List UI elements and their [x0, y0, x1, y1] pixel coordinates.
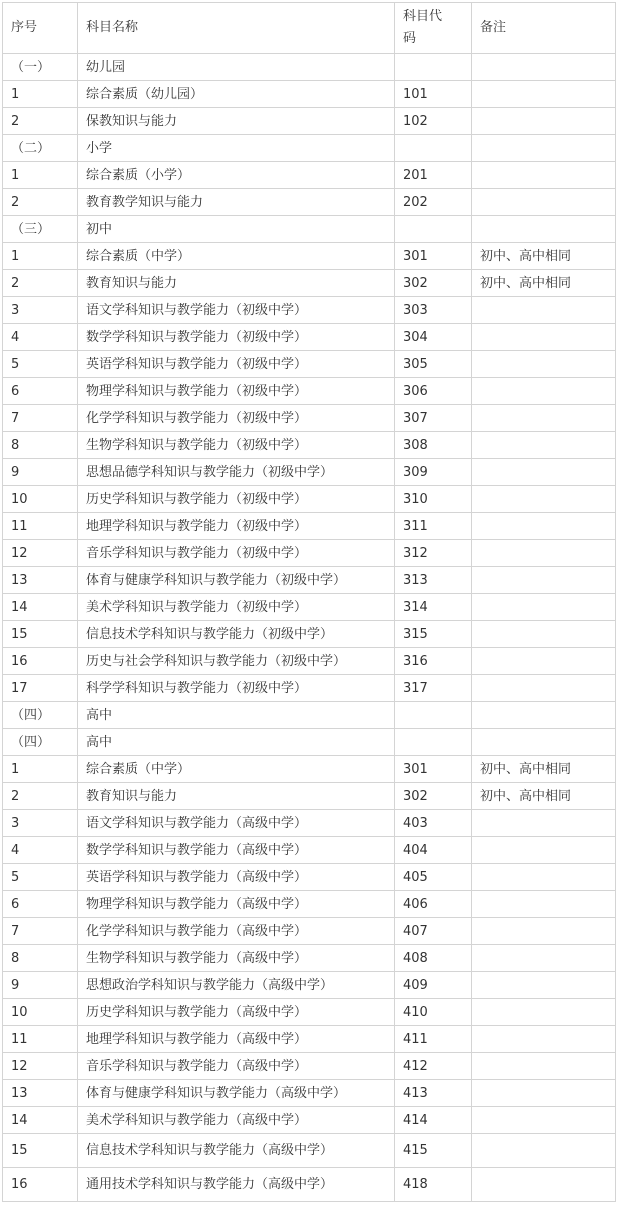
cell-code: 314 [395, 594, 472, 621]
header-code [395, 3, 472, 54]
cell-name: 高中 [78, 729, 395, 756]
cell-note [472, 1168, 616, 1202]
cell-note [472, 405, 616, 432]
cell-name: 综合素质（幼儿园） [78, 81, 395, 108]
cell-name: 小学 [78, 135, 395, 162]
cell-name: 美术学科知识与教学能力（初级中学） [78, 594, 395, 621]
cell-code: 101 [395, 81, 472, 108]
cell-code [395, 729, 472, 756]
cell-index: 8 [3, 945, 78, 972]
cell-name: 教育知识与能力 [78, 270, 395, 297]
cell-name: 物理学科知识与教学能力（初级中学） [78, 378, 395, 405]
cell-name: 音乐学科知识与教学能力（高级中学） [78, 1053, 395, 1080]
cell-code: 316 [395, 648, 472, 675]
cell-code: 301 [395, 243, 472, 270]
cell-note [472, 324, 616, 351]
cell-index: 2 [3, 108, 78, 135]
cell-note [472, 540, 616, 567]
cell-code: 306 [395, 378, 472, 405]
table-row [3, 405, 616, 432]
cell-note [472, 1026, 616, 1053]
cell-name: 语文学科知识与教学能力（初级中学） [78, 297, 395, 324]
cell-code: 414 [395, 1107, 472, 1134]
cell-code [395, 54, 472, 81]
cell-name: 高中 [78, 702, 395, 729]
cell-note [472, 297, 616, 324]
table-row [3, 459, 616, 486]
cell-note [472, 1080, 616, 1107]
cell-name: 英语学科知识与教学能力（初级中学） [78, 351, 395, 378]
cell-code: 309 [395, 459, 472, 486]
table-row [3, 216, 616, 243]
cell-name: 综合素质（中学） [78, 243, 395, 270]
cell-index: 12 [3, 1053, 78, 1080]
cell-note [472, 594, 616, 621]
cell-code: 408 [395, 945, 472, 972]
table-body [3, 54, 616, 1202]
cell-code [395, 702, 472, 729]
cell-note [472, 648, 616, 675]
cell-index: 14 [3, 1107, 78, 1134]
table-row [3, 378, 616, 405]
cell-index: 6 [3, 378, 78, 405]
cell-code: 406 [395, 891, 472, 918]
cell-code: 311 [395, 513, 472, 540]
table-row [3, 1053, 616, 1080]
cell-note [472, 729, 616, 756]
cell-note: 初中、高中相同 [472, 783, 616, 810]
cell-index: 1 [3, 243, 78, 270]
table-row [3, 972, 616, 999]
table-row [3, 1026, 616, 1053]
table-row [3, 108, 616, 135]
cell-note [472, 54, 616, 81]
cell-code: 301 [395, 756, 472, 783]
cell-index: 11 [3, 1026, 78, 1053]
table-row [3, 189, 616, 216]
cell-index: 2 [3, 783, 78, 810]
cell-index: 2 [3, 270, 78, 297]
cell-index: 10 [3, 999, 78, 1026]
header-note: 备注 [472, 3, 616, 54]
table-row [3, 54, 616, 81]
cell-code: 405 [395, 864, 472, 891]
table-row [3, 702, 616, 729]
cell-index: 13 [3, 1080, 78, 1107]
cell-name: 生物学科知识与教学能力（高级中学） [78, 945, 395, 972]
cell-note [472, 999, 616, 1026]
cell-index: 3 [3, 810, 78, 837]
header-code-label: 科目代码 [403, 9, 443, 46]
cell-code: 415 [395, 1134, 472, 1168]
cell-code: 202 [395, 189, 472, 216]
cell-index: 5 [3, 864, 78, 891]
cell-note [472, 945, 616, 972]
cell-name: 通用技术学科知识与教学能力（高级中学） [78, 1168, 395, 1202]
cell-note [472, 486, 616, 513]
table-row [3, 297, 616, 324]
cell-code: 404 [395, 837, 472, 864]
cell-index: 6 [3, 891, 78, 918]
table-row [3, 135, 616, 162]
cell-note [472, 702, 616, 729]
cell-name: 科学学科知识与教学能力（初级中学） [78, 675, 395, 702]
cell-index: 2 [3, 189, 78, 216]
cell-name: 数学学科知识与教学能力（高级中学） [78, 837, 395, 864]
cell-index: （一） [3, 54, 78, 81]
cell-index: 5 [3, 351, 78, 378]
table-row [3, 891, 616, 918]
table-row [3, 783, 616, 810]
cell-name: 音乐学科知识与教学能力（初级中学） [78, 540, 395, 567]
cell-name: 语文学科知识与教学能力（高级中学） [78, 810, 395, 837]
table-row [3, 351, 616, 378]
cell-name: 思想品德学科知识与教学能力（初级中学） [78, 459, 395, 486]
table-row [3, 756, 616, 783]
cell-name: 信息技术学科知识与教学能力（初级中学） [78, 621, 395, 648]
cell-note [472, 459, 616, 486]
cell-name: 历史与社会学科知识与教学能力（初级中学） [78, 648, 395, 675]
cell-name: 综合素质（中学） [78, 756, 395, 783]
cell-code: 312 [395, 540, 472, 567]
table-row [3, 540, 616, 567]
cell-code: 305 [395, 351, 472, 378]
cell-code: 302 [395, 270, 472, 297]
cell-note [472, 81, 616, 108]
table-row [3, 810, 616, 837]
header-row [3, 3, 616, 54]
cell-index: 11 [3, 513, 78, 540]
cell-code: 411 [395, 1026, 472, 1053]
cell-code: 409 [395, 972, 472, 999]
cell-name: 保教知识与能力 [78, 108, 395, 135]
table-row [3, 324, 616, 351]
cell-name: 教育教学知识与能力 [78, 189, 395, 216]
table-header [3, 3, 616, 54]
cell-code: 315 [395, 621, 472, 648]
cell-index: 9 [3, 972, 78, 999]
cell-code: 303 [395, 297, 472, 324]
cell-note [472, 1134, 616, 1168]
cell-name: 体育与健康学科知识与教学能力（高级中学） [78, 1080, 395, 1107]
cell-index: （四） [3, 702, 78, 729]
table-row [3, 837, 616, 864]
cell-index: 7 [3, 918, 78, 945]
cell-name: 地理学科知识与教学能力（高级中学） [78, 1026, 395, 1053]
cell-note [472, 864, 616, 891]
table-row [3, 918, 616, 945]
cell-name: 化学学科知识与教学能力（高级中学） [78, 918, 395, 945]
cell-code: 403 [395, 810, 472, 837]
cell-name: 生物学科知识与教学能力（初级中学） [78, 432, 395, 459]
cell-code: 307 [395, 405, 472, 432]
table-row [3, 594, 616, 621]
cell-note: 初中、高中相同 [472, 270, 616, 297]
cell-index: 9 [3, 459, 78, 486]
cell-index: 16 [3, 1168, 78, 1202]
table-row [3, 1080, 616, 1107]
cell-note [472, 108, 616, 135]
cell-index: 16 [3, 648, 78, 675]
table-row [3, 567, 616, 594]
cell-note [472, 918, 616, 945]
table-row [3, 621, 616, 648]
cell-note [472, 1053, 616, 1080]
header-index: 序号 [3, 3, 78, 54]
cell-index: 14 [3, 594, 78, 621]
cell-note [472, 351, 616, 378]
cell-code: 102 [395, 108, 472, 135]
cell-index: （四） [3, 729, 78, 756]
table-row [3, 1134, 616, 1168]
cell-index: 12 [3, 540, 78, 567]
cell-code [395, 216, 472, 243]
cell-index: 3 [3, 297, 78, 324]
cell-note [472, 567, 616, 594]
cell-index: 15 [3, 1134, 78, 1168]
cell-index: 17 [3, 675, 78, 702]
cell-name: 历史学科知识与教学能力（初级中学） [78, 486, 395, 513]
cell-code: 410 [395, 999, 472, 1026]
cell-note [472, 135, 616, 162]
cell-note [472, 810, 616, 837]
cell-code: 304 [395, 324, 472, 351]
cell-code [395, 135, 472, 162]
cell-note [472, 432, 616, 459]
cell-index: （二） [3, 135, 78, 162]
table-row [3, 729, 616, 756]
table-row [3, 864, 616, 891]
cell-index: 1 [3, 756, 78, 783]
cell-code: 412 [395, 1053, 472, 1080]
cell-note [472, 621, 616, 648]
table-row [3, 675, 616, 702]
table-row [3, 999, 616, 1026]
cell-name: 思想政治学科知识与教学能力（高级中学） [78, 972, 395, 999]
cell-name: 英语学科知识与教学能力（高级中学） [78, 864, 395, 891]
cell-name: 美术学科知识与教学能力（高级中学） [78, 1107, 395, 1134]
cell-name: 体育与健康学科知识与教学能力（初级中学） [78, 567, 395, 594]
cell-code: 302 [395, 783, 472, 810]
cell-code: 310 [395, 486, 472, 513]
cell-code: 308 [395, 432, 472, 459]
subjects-table [2, 2, 616, 1202]
cell-code: 418 [395, 1168, 472, 1202]
cell-code: 413 [395, 1080, 472, 1107]
header-name: 科目名称 [78, 3, 395, 54]
cell-note [472, 972, 616, 999]
cell-name: 数学学科知识与教学能力（初级中学） [78, 324, 395, 351]
cell-note [472, 162, 616, 189]
cell-index: 7 [3, 405, 78, 432]
cell-index: 4 [3, 837, 78, 864]
table-row [3, 1168, 616, 1202]
cell-name: 初中 [78, 216, 395, 243]
table-row [3, 270, 616, 297]
table-row [3, 243, 616, 270]
cell-note [472, 216, 616, 243]
cell-name: 幼儿园 [78, 54, 395, 81]
cell-note [472, 1107, 616, 1134]
cell-note [472, 675, 616, 702]
table-row [3, 81, 616, 108]
cell-name: 地理学科知识与教学能力（初级中学） [78, 513, 395, 540]
cell-index: 1 [3, 81, 78, 108]
cell-name: 信息技术学科知识与教学能力（高级中学） [78, 1134, 395, 1168]
cell-note [472, 189, 616, 216]
table-row [3, 162, 616, 189]
table-row [3, 513, 616, 540]
cell-name: 物理学科知识与教学能力（高级中学） [78, 891, 395, 918]
cell-note [472, 891, 616, 918]
cell-note: 初中、高中相同 [472, 243, 616, 270]
cell-name: 教育知识与能力 [78, 783, 395, 810]
cell-index: 10 [3, 486, 78, 513]
cell-name: 综合素质（小学） [78, 162, 395, 189]
cell-note: 初中、高中相同 [472, 756, 616, 783]
cell-index: 1 [3, 162, 78, 189]
cell-index: 15 [3, 621, 78, 648]
cell-code: 313 [395, 567, 472, 594]
table-row [3, 486, 616, 513]
table-row [3, 648, 616, 675]
table-row [3, 945, 616, 972]
cell-index: （三） [3, 216, 78, 243]
cell-code: 201 [395, 162, 472, 189]
cell-note [472, 837, 616, 864]
cell-index: 13 [3, 567, 78, 594]
table-row [3, 432, 616, 459]
table-row [3, 1107, 616, 1134]
cell-code: 317 [395, 675, 472, 702]
cell-code: 407 [395, 918, 472, 945]
cell-name: 化学学科知识与教学能力（初级中学） [78, 405, 395, 432]
cell-index: 4 [3, 324, 78, 351]
cell-note [472, 378, 616, 405]
cell-index: 8 [3, 432, 78, 459]
cell-note [472, 513, 616, 540]
cell-name: 历史学科知识与教学能力（高级中学） [78, 999, 395, 1026]
